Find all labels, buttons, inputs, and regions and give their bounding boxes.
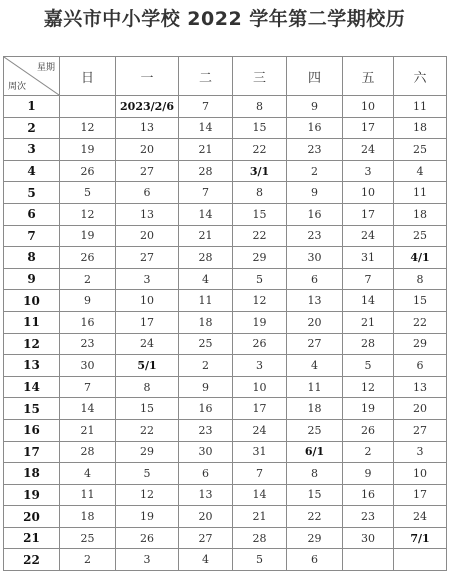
date-cell-wed: 3 <box>233 355 287 377</box>
date-cell-tue: 11 <box>179 290 233 312</box>
date-cell-sun: 30 <box>60 355 116 377</box>
date-cell-wed: 28 <box>233 527 287 549</box>
day-header-sat: 六 <box>394 57 447 96</box>
date-cell-fri: 23 <box>343 506 394 528</box>
week-number-cell: 5 <box>4 182 60 204</box>
date-cell-wed: 5 <box>233 268 287 290</box>
date-cell-tue: 20 <box>179 506 233 528</box>
date-cell-fri: 30 <box>343 527 394 549</box>
date-cell-mon: 20 <box>116 225 179 247</box>
corner-header-cell <box>4 57 60 96</box>
week-number-cell: 19 <box>4 484 60 506</box>
date-cell-mon: 27 <box>116 247 179 269</box>
date-cell-thu: 2 <box>287 160 343 182</box>
date-cell-sat: 20 <box>394 398 447 420</box>
date-cell-mon: 29 <box>116 441 179 463</box>
date-cell-sun: 12 <box>60 203 116 225</box>
date-cell-wed: 17 <box>233 398 287 420</box>
table-row <box>4 117 447 139</box>
date-cell-thu: 13 <box>287 290 343 312</box>
date-cell-mon: 5/1 <box>116 355 179 377</box>
week-number-cell: 4 <box>4 160 60 182</box>
calendar-body <box>4 96 447 571</box>
date-cell-tue: 4 <box>179 268 233 290</box>
date-cell-thu: 9 <box>287 182 343 204</box>
date-cell-fri: 26 <box>343 419 394 441</box>
week-number-cell: 13 <box>4 355 60 377</box>
date-cell-mon: 13 <box>116 203 179 225</box>
date-cell-sat: 8 <box>394 268 447 290</box>
date-cell-mon: 13 <box>116 117 179 139</box>
date-cell-sat: 22 <box>394 311 447 333</box>
date-cell-sun: 4 <box>60 463 116 485</box>
date-cell-thu: 6 <box>287 268 343 290</box>
table-row <box>4 333 447 355</box>
date-cell-fri: 14 <box>343 290 394 312</box>
week-number-cell: 8 <box>4 247 60 269</box>
date-cell-tue: 18 <box>179 311 233 333</box>
date-cell-sat: 25 <box>394 139 447 161</box>
date-cell-sat: 13 <box>394 376 447 398</box>
date-cell-sat: 6 <box>394 355 447 377</box>
date-cell-sat: 18 <box>394 203 447 225</box>
date-cell-mon: 10 <box>116 290 179 312</box>
date-cell-sat: 25 <box>394 225 447 247</box>
table-row <box>4 506 447 528</box>
date-cell-thu: 23 <box>287 225 343 247</box>
date-cell-wed: 12 <box>233 290 287 312</box>
date-cell-thu: 16 <box>287 203 343 225</box>
table-row <box>4 419 447 441</box>
date-cell-thu: 9 <box>287 96 343 118</box>
date-cell-wed: 7 <box>233 463 287 485</box>
date-cell-thu: 25 <box>287 419 343 441</box>
date-cell-tue: 28 <box>179 247 233 269</box>
date-cell-thu: 15 <box>287 484 343 506</box>
date-cell-mon: 20 <box>116 139 179 161</box>
date-cell-sun: 5 <box>60 182 116 204</box>
table-row <box>4 160 447 182</box>
week-number-cell: 9 <box>4 268 60 290</box>
date-cell-tue: 16 <box>179 398 233 420</box>
table-row <box>4 139 447 161</box>
date-cell-wed: 22 <box>233 225 287 247</box>
date-cell-thu: 6 <box>287 549 343 571</box>
date-cell-wed: 26 <box>233 333 287 355</box>
date-cell-wed: 31 <box>233 441 287 463</box>
date-cell-tue: 14 <box>179 117 233 139</box>
date-cell-fri: 10 <box>343 96 394 118</box>
date-cell-thu: 18 <box>287 398 343 420</box>
date-cell-sun: 2 <box>60 549 116 571</box>
date-cell-tue: 27 <box>179 527 233 549</box>
date-cell-tue: 21 <box>179 139 233 161</box>
date-cell-fri: 31 <box>343 247 394 269</box>
date-cell-sun: 26 <box>60 160 116 182</box>
date-cell-sat: 7/1 <box>394 527 447 549</box>
date-cell-fri: 17 <box>343 117 394 139</box>
date-cell-wed: 3/1 <box>233 160 287 182</box>
date-cell-tue: 2 <box>179 355 233 377</box>
week-number-cell: 2 <box>4 117 60 139</box>
week-number-cell: 21 <box>4 527 60 549</box>
date-cell-sat: 11 <box>394 96 447 118</box>
date-cell-sun: 18 <box>60 506 116 528</box>
date-cell-mon: 17 <box>116 311 179 333</box>
week-number-cell: 3 <box>4 139 60 161</box>
table-row <box>4 268 447 290</box>
date-cell-fri: 16 <box>343 484 394 506</box>
date-cell-sun: 9 <box>60 290 116 312</box>
date-cell-thu: 29 <box>287 527 343 549</box>
date-cell-sun: 23 <box>60 333 116 355</box>
date-cell-sat: 18 <box>394 117 447 139</box>
date-cell-mon: 3 <box>116 268 179 290</box>
week-number-cell: 16 <box>4 419 60 441</box>
week-number-cell: 10 <box>4 290 60 312</box>
date-cell-sun: 19 <box>60 225 116 247</box>
date-cell-tue: 9 <box>179 376 233 398</box>
date-cell-mon: 24 <box>116 333 179 355</box>
week-number-cell: 20 <box>4 506 60 528</box>
date-cell-sat: 10 <box>394 463 447 485</box>
date-cell-sun: 28 <box>60 441 116 463</box>
date-cell-thu: 6/1 <box>287 441 343 463</box>
date-cell-fri <box>343 549 394 571</box>
date-cell-mon: 19 <box>116 506 179 528</box>
date-cell-fri: 17 <box>343 203 394 225</box>
day-header-wed: 三 <box>233 57 287 96</box>
date-cell-thu: 11 <box>287 376 343 398</box>
date-cell-tue: 25 <box>179 333 233 355</box>
date-cell-thu: 4 <box>287 355 343 377</box>
week-number-cell: 17 <box>4 441 60 463</box>
date-cell-sun: 11 <box>60 484 116 506</box>
date-cell-sat <box>394 549 447 571</box>
date-cell-wed: 14 <box>233 484 287 506</box>
calendar-table <box>3 56 447 571</box>
table-row <box>4 463 447 485</box>
date-cell-fri: 24 <box>343 139 394 161</box>
date-cell-mon: 2023/2/6 <box>116 96 179 118</box>
date-cell-sun: 26 <box>60 247 116 269</box>
date-cell-mon: 8 <box>116 376 179 398</box>
header-row <box>4 57 447 96</box>
table-row <box>4 225 447 247</box>
date-cell-tue: 21 <box>179 225 233 247</box>
day-header-tue: 二 <box>179 57 233 96</box>
date-cell-fri: 21 <box>343 311 394 333</box>
date-cell-tue: 4 <box>179 549 233 571</box>
date-cell-mon: 15 <box>116 398 179 420</box>
date-cell-thu: 23 <box>287 139 343 161</box>
table-row <box>4 376 447 398</box>
date-cell-tue: 30 <box>179 441 233 463</box>
table-row <box>4 441 447 463</box>
date-cell-sun: 14 <box>60 398 116 420</box>
date-cell-sat: 4 <box>394 160 447 182</box>
date-cell-tue: 7 <box>179 96 233 118</box>
date-cell-sun: 21 <box>60 419 116 441</box>
table-row <box>4 527 447 549</box>
table-row <box>4 549 447 571</box>
date-cell-mon: 3 <box>116 549 179 571</box>
table-row <box>4 247 447 269</box>
date-cell-thu: 27 <box>287 333 343 355</box>
date-cell-sat: 15 <box>394 290 447 312</box>
date-cell-fri: 3 <box>343 160 394 182</box>
date-cell-fri: 9 <box>343 463 394 485</box>
date-cell-tue: 6 <box>179 463 233 485</box>
date-cell-fri: 24 <box>343 225 394 247</box>
date-cell-wed: 5 <box>233 549 287 571</box>
date-cell-mon: 26 <box>116 527 179 549</box>
day-header-mon: 一 <box>116 57 179 96</box>
date-cell-sat: 4/1 <box>394 247 447 269</box>
day-header-fri: 五 <box>343 57 394 96</box>
date-cell-wed: 21 <box>233 506 287 528</box>
date-cell-thu: 20 <box>287 311 343 333</box>
page-title: 嘉兴市中小学校 2022 学年第二学期校历 <box>43 8 406 30</box>
date-cell-sun: 19 <box>60 139 116 161</box>
date-cell-tue: 23 <box>179 419 233 441</box>
date-cell-thu: 22 <box>287 506 343 528</box>
table-row <box>4 311 447 333</box>
date-cell-sun: 16 <box>60 311 116 333</box>
week-number-cell: 6 <box>4 203 60 225</box>
date-cell-mon: 22 <box>116 419 179 441</box>
week-number-cell: 12 <box>4 333 60 355</box>
date-cell-wed: 8 <box>233 96 287 118</box>
date-cell-fri: 5 <box>343 355 394 377</box>
week-number-cell: 11 <box>4 311 60 333</box>
date-cell-sun: 25 <box>60 527 116 549</box>
table-row <box>4 203 447 225</box>
date-cell-fri: 12 <box>343 376 394 398</box>
date-cell-fri: 10 <box>343 182 394 204</box>
date-cell-fri: 28 <box>343 333 394 355</box>
week-number-cell: 15 <box>4 398 60 420</box>
corner-label-weekday: 星期 <box>36 63 55 73</box>
week-number-cell: 1 <box>4 96 60 118</box>
table-row <box>4 290 447 312</box>
date-cell-wed: 8 <box>233 182 287 204</box>
week-number-cell: 7 <box>4 225 60 247</box>
date-cell-tue: 7 <box>179 182 233 204</box>
date-cell-wed: 19 <box>233 311 287 333</box>
date-cell-wed: 29 <box>233 247 287 269</box>
date-cell-wed: 22 <box>233 139 287 161</box>
date-cell-sat: 3 <box>394 441 447 463</box>
date-cell-tue: 14 <box>179 203 233 225</box>
date-cell-sun <box>60 96 116 118</box>
day-header-sun: 日 <box>60 57 116 96</box>
table-row <box>4 182 447 204</box>
date-cell-sun: 12 <box>60 117 116 139</box>
date-cell-thu: 16 <box>287 117 343 139</box>
date-cell-sun: 7 <box>60 376 116 398</box>
date-cell-mon: 6 <box>116 182 179 204</box>
date-cell-sat: 11 <box>394 182 447 204</box>
week-number-cell: 22 <box>4 549 60 571</box>
table-row <box>4 355 447 377</box>
table-row <box>4 484 447 506</box>
date-cell-mon: 5 <box>116 463 179 485</box>
date-cell-thu: 8 <box>287 463 343 485</box>
date-cell-mon: 27 <box>116 160 179 182</box>
table-row <box>4 96 447 118</box>
date-cell-wed: 15 <box>233 117 287 139</box>
date-cell-mon: 12 <box>116 484 179 506</box>
date-cell-thu: 30 <box>287 247 343 269</box>
date-cell-sat: 29 <box>394 333 447 355</box>
date-cell-fri: 19 <box>343 398 394 420</box>
date-cell-wed: 15 <box>233 203 287 225</box>
date-cell-wed: 24 <box>233 419 287 441</box>
date-cell-sat: 17 <box>394 484 447 506</box>
table-row <box>4 398 447 420</box>
corner-label-week-number: 周次 <box>8 82 27 92</box>
week-number-cell: 18 <box>4 463 60 485</box>
date-cell-sat: 24 <box>394 506 447 528</box>
date-cell-tue: 28 <box>179 160 233 182</box>
date-cell-wed: 10 <box>233 376 287 398</box>
week-number-cell: 14 <box>4 376 60 398</box>
date-cell-fri: 7 <box>343 268 394 290</box>
date-cell-fri: 2 <box>343 441 394 463</box>
date-cell-sat: 27 <box>394 419 447 441</box>
date-cell-sun: 2 <box>60 268 116 290</box>
date-cell-tue: 13 <box>179 484 233 506</box>
day-header-thu: 四 <box>287 57 343 96</box>
